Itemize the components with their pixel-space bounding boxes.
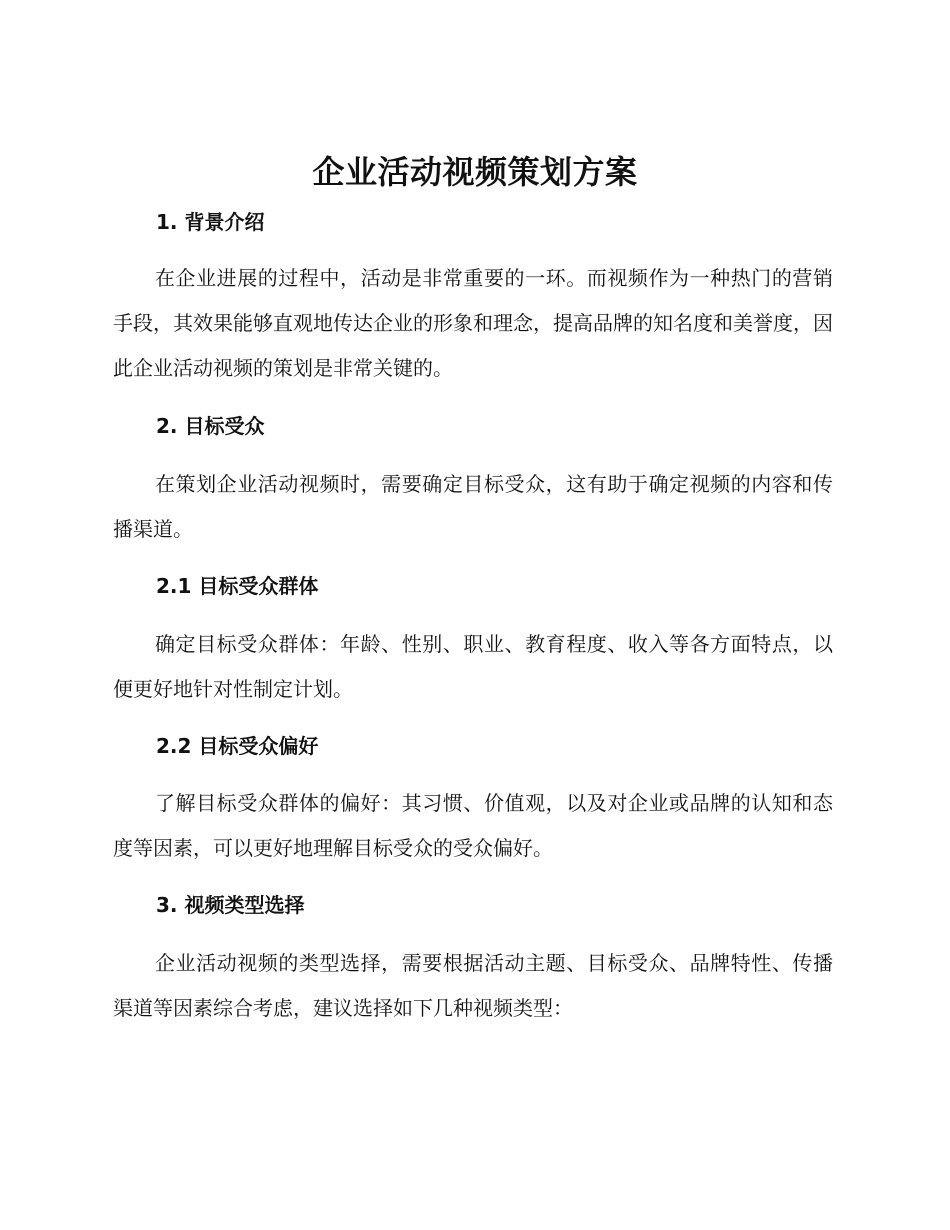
section-paragraph-video-type: 企业活动视频的类型选择，需要根据活动主题、目标受众、品牌特性、传播渠道等因素综合考虑，建议选择如下几种视频类型： xyxy=(113,951,833,1020)
section-heading-audience-preference: 2.2 目标受众偏好 xyxy=(156,734,319,758)
section-paragraph-target-audience: 在策划企业活动视频时，需要确定目标受众，这有助于确定视频的内容和传播渠道。 xyxy=(113,472,833,541)
section-paragraph-background: 在企业进展的过程中，活动是非常重要的一环。而视频作为一种热门的营销手段，其效果能够直观地传达企业的形象和理念，提高品牌的知名度和美誉度，因此企业活动视频的策划是非常关键的。 xyxy=(113,266,833,380)
section-paragraph-audience-preference: 了解目标受众群体的偏好：其习惯、价值观，以及对企业或品牌的认知和态度等因素，可以更好地理解目标受众的受众偏好。 xyxy=(113,791,833,860)
section-heading-video-type: 3. 视频类型选择 xyxy=(156,893,305,917)
document-title: 企业活动视频策划方案 xyxy=(312,153,638,191)
section-paragraph-audience-group: 确定目标受众群体：年龄、性别、职业、教育程度、收入等各方面特点，以便更好地针对性制定计划。 xyxy=(113,632,833,701)
section-heading-background: 1. 背景介绍 xyxy=(156,210,265,234)
section-heading-audience-group: 2.1 目标受众群体 xyxy=(156,574,319,598)
section-heading-target-audience: 2. 目标受众 xyxy=(156,414,265,438)
